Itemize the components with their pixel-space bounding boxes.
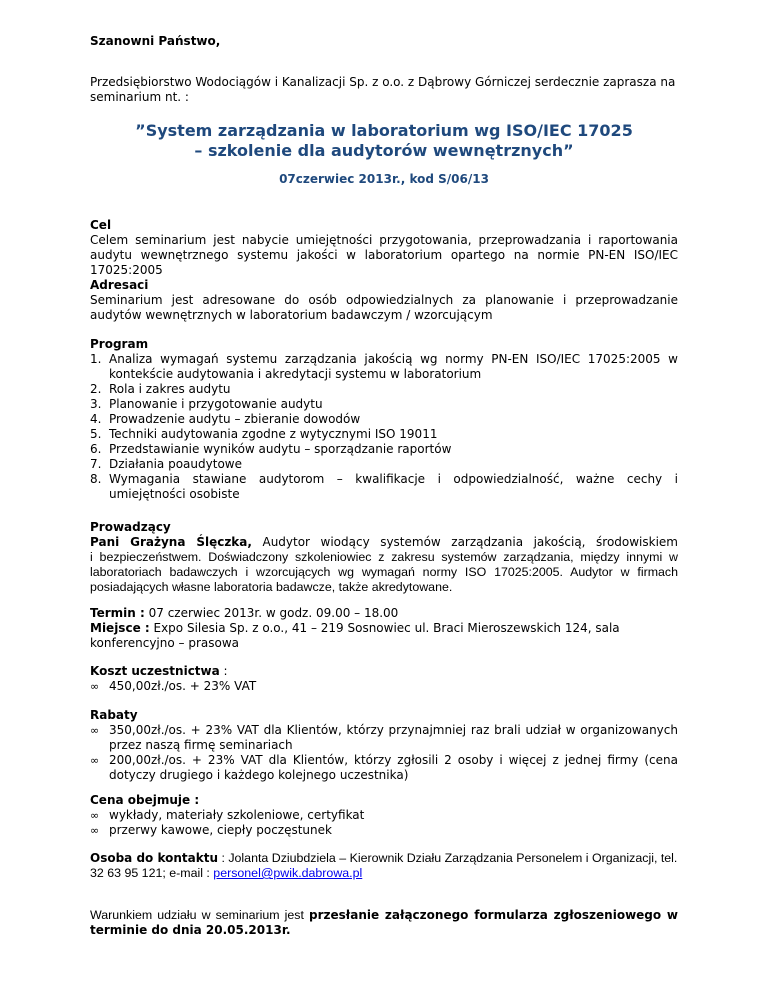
program-item-number: 8. bbox=[90, 472, 102, 486]
adresaci-text: Seminarium jest adresowane do osób odpowiedzialnych za planowanie i przeprowadzanie audytów wewnętrznych w laboratorium badawczym / wzorcującym bbox=[90, 293, 678, 322]
infinity-bullet-icon: ∞ bbox=[90, 724, 100, 737]
cena-item bbox=[90, 808, 678, 823]
section-adresaci bbox=[90, 278, 678, 323]
program-item bbox=[90, 412, 678, 427]
kontakt-value: : Jolanta Dziubdziela – Kierownik Działu Zarządzania Personelem i Organizacji, tel. 32 63 95 121; e-mail : bbox=[90, 851, 678, 880]
infinity-bullet-icon: ∞ bbox=[90, 680, 100, 693]
miejsce-value: Expo Silesia Sp. z o.o., 41 – 219 Sosnowiec ul. Braci Mieroszewskich 124, sala konferencyjno – prasowa bbox=[90, 621, 620, 650]
infinity-bullet-icon: ∞ bbox=[90, 754, 100, 767]
cena-heading: Cena obejmuje : bbox=[90, 793, 200, 807]
koszt-heading: Koszt uczestnictwa bbox=[90, 664, 220, 678]
rabaty-item-text: 200,00zł./os. + 23% VAT dla Klientów, którzy zgłosili 2 osoby i więcej z jednej firmy (cena dotyczy drugiego i każdego kolejnego uczestnika) bbox=[109, 753, 678, 782]
greeting: Szanowni Państwo, bbox=[90, 34, 221, 48]
section-koszt bbox=[90, 664, 678, 694]
intro-paragraph: Przedsiębiorstwo Wodociągów i Kanalizacji Sp. z o.o. z Dąbrowy Górniczej serdecznie zaprasza na seminarium nt. : bbox=[90, 75, 676, 104]
miejsce-label: Miejsce : bbox=[90, 621, 150, 635]
seminar-title bbox=[90, 121, 678, 161]
program-item-number: 6. bbox=[90, 442, 102, 456]
program-item-number: 2. bbox=[90, 382, 102, 396]
cena-item bbox=[90, 823, 678, 838]
cena-item-text: przerwy kawowe, ciepły poczęstunek bbox=[109, 823, 332, 837]
prowadzacy-heading: Prowadzący bbox=[90, 520, 171, 534]
section-cena bbox=[90, 793, 678, 838]
section-warunek bbox=[90, 908, 678, 938]
section-kontakt bbox=[90, 851, 678, 881]
contact-email-link[interactable]: personel@pwik.dabrowa.pl bbox=[213, 866, 363, 880]
program-item bbox=[90, 457, 678, 472]
program-item-number: 4. bbox=[90, 412, 102, 426]
termin-line bbox=[90, 606, 678, 621]
kontakt-paragraph bbox=[90, 851, 678, 881]
program-item-number: 3. bbox=[90, 397, 102, 411]
rabaty-list bbox=[90, 723, 678, 783]
infinity-bullet-icon: ∞ bbox=[90, 809, 100, 822]
program-list bbox=[90, 352, 678, 502]
program-item-text: Przedstawianie wyników audytu – sporządzanie raportów bbox=[109, 442, 452, 456]
termin-value: 07 czerwiec 2013r. w godz. 09.00 – 18.00 bbox=[144, 606, 399, 620]
section-cel bbox=[90, 218, 678, 278]
rabaty-item bbox=[90, 753, 678, 783]
program-item-text: Planowanie i przygotowanie audytu bbox=[109, 397, 323, 411]
koszt-heading-line bbox=[90, 664, 678, 679]
cel-heading: Cel bbox=[90, 218, 112, 232]
cena-item-text: wykłady, materiały szkoleniowe, certyfikat bbox=[109, 808, 365, 822]
program-item-number: 7. bbox=[90, 457, 102, 471]
termin-label: Termin : bbox=[90, 606, 145, 620]
rabaty-heading: Rabaty bbox=[90, 708, 138, 722]
program-item-text: Działania poaudytowe bbox=[109, 457, 242, 471]
section-prowadzacy bbox=[90, 520, 678, 595]
program-item-number: 1. bbox=[90, 352, 102, 366]
program-item bbox=[90, 427, 678, 442]
koszt-item bbox=[90, 679, 678, 694]
rabaty-item-text: 350,00zł./os. + 23% VAT dla Klientów, którzy przynajmniej raz brali udział w organizowanych przez naszą firmę seminariach bbox=[109, 723, 678, 752]
adresaci-heading: Adresaci bbox=[90, 278, 149, 292]
program-item-text: Prowadzenie audytu – zbieranie dowodów bbox=[109, 412, 361, 426]
koszt-list bbox=[90, 679, 678, 694]
cena-list bbox=[90, 808, 678, 838]
title-line-1: ”System zarządzania w laboratorium wg ISO/IEC 17025 bbox=[135, 121, 633, 140]
program-item-text: Analiza wymagań systemu zarządzania jakością wg normy PN-EN ISO/IEC 17025:2005 w kontekście audytowania i akredytacji systemu w laboratorium bbox=[109, 352, 678, 381]
program-item-text: Rola i zakres audytu bbox=[109, 382, 231, 396]
prowadzacy-line bbox=[90, 535, 678, 550]
cel-text: Celem seminarium jest nabycie umiejętności przygotowania, przeprowadzania i raportowania audytu wewnętrznego systemu jakości w laboratorium opartego na normie PN-EN ISO/IEC 17025:2005 bbox=[90, 233, 678, 277]
miejsce-line bbox=[90, 621, 678, 651]
lecturer-name: Pani Grażyna Ślęczka, bbox=[90, 535, 252, 549]
section-termin-miejsce bbox=[90, 606, 678, 651]
section-program bbox=[90, 337, 678, 502]
koszt-item-text: 450,00zł./os. + 23% VAT bbox=[109, 679, 257, 693]
program-heading: Program bbox=[90, 337, 149, 351]
rabaty-item bbox=[90, 723, 678, 753]
program-item-text: Wymagania stawiane audytorom – kwalifikacje i odpowiedzialność, ważne cechy i umiejętności osobiste bbox=[109, 472, 678, 501]
program-item-text: Techniki audytowania zgodne z wytycznymi ISO 19011 bbox=[109, 427, 438, 441]
program-item bbox=[90, 442, 678, 457]
title-line-2: – szkolenie dla audytorów wewnętrznych” bbox=[194, 141, 574, 160]
warunek-text: Warunkiem udziału w seminarium jest bbox=[90, 908, 310, 922]
program-item bbox=[90, 382, 678, 397]
lecturer-bio: i bezpieczeństwem. Doświadczony szkoleniowiec z zakresu systemów zarządzania, między innymi w laboratoriach badawczych i wzorcujących wg wymagań normy ISO 17025:2005. Audytor w firmach posiadających własne laboratoria badawcze, także akredytowane. bbox=[90, 550, 678, 594]
kontakt-label: Osoba do kontaktu bbox=[90, 851, 219, 865]
date-code: 07czerwiec 2013r., kod S/06/13 bbox=[279, 172, 489, 186]
program-item bbox=[90, 352, 678, 382]
program-item bbox=[90, 397, 678, 412]
program-item-number: 5. bbox=[90, 427, 102, 441]
infinity-bullet-icon: ∞ bbox=[90, 824, 100, 837]
section-rabaty bbox=[90, 708, 678, 783]
koszt-colon: : bbox=[219, 664, 228, 678]
program-item bbox=[90, 472, 678, 502]
warunek-bold: przesłanie załączonego formularza zgłoszeniowego w terminie do dnia 20.05.2013r. bbox=[90, 908, 679, 937]
lecturer-role: Audytor wiodący systemów zarządzania jakością, środowiskiem bbox=[251, 535, 678, 549]
